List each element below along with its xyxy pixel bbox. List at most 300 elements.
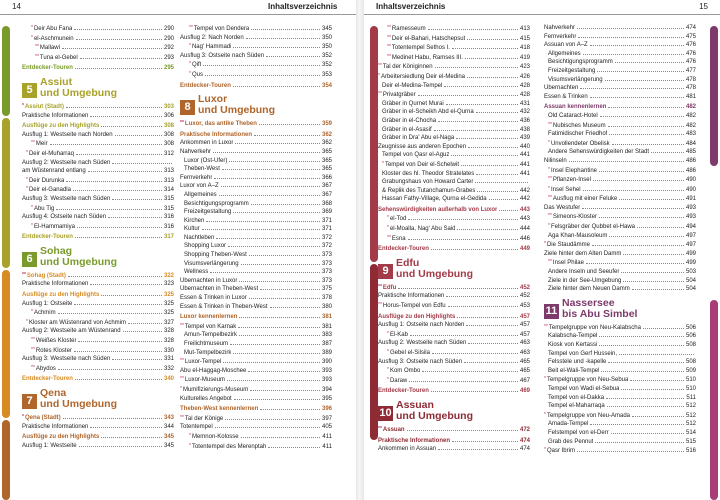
rating-stars: **	[378, 63, 382, 70]
chapter-heading	[22, 388, 174, 410]
toc-page-number: 292	[163, 45, 174, 52]
toc-page-number: 344	[163, 423, 174, 430]
toc-page-number: 481	[685, 93, 696, 100]
toc-entry-title: Theben-West kennenlernen	[180, 406, 259, 413]
toc-entry-title: *El-Hammamiya	[31, 222, 75, 230]
toc-entry	[22, 149, 174, 159]
leader-dots	[112, 195, 162, 200]
chapter-tab-purple	[710, 26, 718, 166]
toc-page-number: 315	[163, 205, 174, 212]
rating-stars: *	[387, 367, 389, 374]
toc-page-number: 352	[321, 62, 332, 69]
toc-entry	[22, 167, 174, 176]
toc-entry	[180, 70, 332, 80]
toc-page-number: 325	[163, 300, 174, 307]
leader-dots	[260, 405, 320, 410]
toc-page-number: 510	[685, 377, 696, 384]
rating-stars: **	[180, 358, 184, 365]
toc-entry-title: Grab des Pennut	[548, 438, 594, 445]
leader-dots	[128, 319, 162, 324]
toc-entry	[22, 364, 174, 374]
toc-entry	[378, 292, 530, 301]
leader-dots	[239, 313, 320, 318]
leader-dots	[475, 178, 528, 183]
leader-dots	[476, 170, 518, 175]
toc-entry-title: *el-Moalla, Nag' Abu Said	[387, 225, 456, 233]
toc-entry-title: Übernachten	[544, 85, 579, 92]
leader-dots	[623, 277, 684, 282]
rating-stars: *	[31, 222, 33, 229]
toc-page-number: 317	[163, 234, 174, 241]
toc-page-number: 389	[321, 349, 332, 356]
leader-dots	[621, 385, 684, 390]
rating-stars: *	[180, 385, 182, 392]
toc-page-number: 313	[163, 177, 174, 184]
leader-dots	[577, 447, 684, 452]
toc-entry-title: Übernachten in Luxor	[180, 277, 238, 284]
toc-entry-title: *Assiut (Stadt)	[22, 102, 64, 110]
toc-entry-title: *Tempel von Deir el-Schelwit	[382, 160, 459, 168]
toc-entry	[180, 217, 332, 226]
chapter-tab-crimson	[370, 26, 378, 262]
chapter-number: 9	[378, 264, 393, 279]
toc-page-number: 387	[321, 341, 332, 347]
rating-stars: *	[548, 223, 550, 230]
chapter-heading	[378, 400, 530, 422]
toc-entry-title: Allgemeines	[184, 191, 217, 198]
leader-dots	[431, 245, 518, 250]
toc-page-number: 367	[321, 191, 332, 198]
toc-page-number: 395	[321, 395, 332, 402]
toc-page-number: 504	[685, 277, 696, 284]
toc-page-number: 476	[685, 42, 696, 49]
toc-tour-entry	[22, 233, 174, 242]
toc-entry-title: Praktische Informationen	[378, 293, 445, 300]
toc-entry-title: Freilichtmuseum	[184, 341, 229, 347]
toc-entry-title: Nahverkehr	[180, 148, 212, 155]
toc-entry-title: Entdecker-Touren	[22, 376, 73, 383]
toc-page-number: 504	[685, 286, 696, 293]
toc-entry	[180, 340, 332, 349]
rating-stars: *	[387, 225, 389, 232]
rating-stars: *	[387, 349, 389, 355]
toc-page-number: 444	[519, 226, 530, 233]
leader-dots	[202, 225, 320, 230]
toc-page-number: 343	[163, 415, 174, 421]
rating-stars: *	[544, 411, 546, 418]
leader-dots	[619, 350, 694, 355]
toc-entry	[22, 308, 174, 318]
leader-dots	[248, 367, 320, 372]
toc-entry-title: **Abydos	[31, 364, 56, 372]
toc-entry	[180, 414, 332, 424]
leader-dots	[582, 204, 684, 209]
toc-entry	[544, 175, 696, 185]
leader-dots	[233, 208, 320, 213]
toc-entry-title: Nachtleben	[184, 234, 215, 241]
toc-page-number: 441	[519, 170, 530, 177]
toc-entry-title: Allgemeines	[548, 50, 581, 57]
leader-dots	[210, 268, 320, 273]
leader-dots	[219, 191, 320, 196]
toc-entry	[180, 375, 332, 385]
toc-entry	[378, 358, 530, 367]
toc-section-heading	[378, 283, 530, 293]
running-head-right	[364, 0, 720, 15]
toc-entry	[180, 395, 332, 404]
leader-dots	[90, 423, 162, 428]
toc-page-number: 476	[685, 50, 696, 57]
toc-section-heading	[378, 437, 530, 446]
toc-tour-entry	[22, 375, 174, 384]
chapter-title	[396, 258, 473, 280]
leader-dots	[251, 200, 320, 205]
leader-dots	[238, 323, 320, 328]
rating-stars: **	[387, 53, 391, 60]
toc-entry-title: *Tempelgruppe von Neu-Amada	[544, 411, 631, 419]
toc-page-number: 354	[321, 82, 332, 89]
chapter-title	[40, 77, 117, 99]
toc-page-number: 308	[163, 123, 174, 130]
toc-entry	[180, 200, 332, 209]
leader-dots	[101, 291, 162, 296]
toc-entry	[22, 195, 174, 204]
toc-page-number: 303	[163, 103, 174, 110]
toc-entry-title: Fernverkehr	[180, 174, 213, 181]
rating-stars: *	[26, 149, 28, 156]
leader-dots	[446, 292, 518, 297]
leader-dots	[609, 130, 684, 135]
leader-dots	[230, 340, 320, 345]
toc-page-number: 352	[321, 52, 332, 59]
leader-dots	[66, 177, 162, 182]
toc-page-number: 467	[519, 377, 530, 384]
toc-entry-title: Grabungshaus von Howard Carter	[382, 179, 474, 186]
chapter-tab-olive	[2, 118, 10, 268]
rating-stars: **	[35, 53, 39, 60]
leader-dots	[600, 112, 684, 117]
toc-entry	[180, 385, 332, 395]
leader-dots	[601, 367, 684, 372]
toc-entry-title: Entdecker-Touren	[180, 82, 231, 89]
toc-entry	[378, 100, 530, 109]
toc-page-number: 485	[685, 149, 696, 156]
toc-page-number: 512	[685, 412, 696, 419]
leader-dots	[78, 337, 162, 342]
toc-entry-title: Praktische Informationen	[22, 281, 89, 288]
leader-dots	[606, 394, 684, 399]
toc-page-number: 477	[685, 67, 696, 74]
toc-entry	[378, 376, 530, 386]
toc-page-number: 478	[685, 85, 696, 92]
toc-page-number: 405	[321, 424, 332, 431]
toc-page-number: 345	[163, 434, 174, 441]
toc-entry-title: *Felsgräber der Qubbet el-Hawa	[548, 223, 635, 231]
toc-entry-title: Old Cataract-Hotel	[548, 112, 598, 119]
leader-dots	[435, 63, 518, 68]
leader-dots	[590, 41, 684, 46]
toc-entry-title: Praktische Informationen	[22, 423, 89, 430]
toc-entry-title: Kiosk von Kertassi	[548, 342, 598, 348]
toc-entry-title: Tempel von Qasr el-Aguz	[382, 152, 450, 159]
toc-entry	[378, 160, 530, 170]
leader-dots	[77, 223, 162, 228]
toc-entry-title: am Wüstenrand entlang	[22, 168, 86, 175]
toc-entry	[544, 139, 696, 149]
rating-stars: **	[180, 414, 184, 421]
toc-entry-title: Essen & Trinken in Theben-West	[180, 303, 268, 310]
toc-entry-title: *Deir el-Muharraq	[26, 149, 74, 157]
leader-dots	[615, 58, 684, 63]
leader-dots	[611, 429, 684, 434]
toc-entry-title: **Luxor-Tempel	[180, 358, 222, 366]
page-number-right: 15	[699, 2, 708, 11]
toc-entry	[180, 285, 332, 294]
toc-page-number: 512	[685, 421, 696, 428]
toc-page-number: 306	[163, 112, 174, 119]
toc-entry	[22, 327, 174, 336]
leader-dots	[56, 205, 162, 210]
toc-entry-title: Felsstele und -kapelle	[548, 359, 607, 366]
leader-dots	[203, 61, 320, 66]
leader-dots	[112, 355, 162, 360]
toc-entry	[378, 143, 530, 152]
rating-stars: **	[548, 195, 552, 202]
toc-section-heading	[378, 313, 530, 322]
leader-dots	[223, 358, 320, 363]
leader-dots	[431, 387, 518, 392]
toc-entry-title: **Meir	[31, 140, 48, 148]
toc-entry	[22, 34, 174, 44]
right-page	[364, 0, 720, 500]
toc-entry-title: Beit el-Wali-Tempel	[548, 367, 600, 374]
toc-page-number: 415	[519, 35, 530, 42]
toc-entry-title: Tempel von Gerf Hussein,	[548, 350, 618, 357]
leader-dots	[250, 386, 320, 391]
rating-stars: **	[544, 323, 548, 330]
leader-dots	[457, 225, 518, 230]
toc-entry	[22, 112, 174, 121]
rating-stars: *	[387, 215, 389, 222]
toc-page-number: 446	[519, 235, 530, 242]
toc-page-number: 442	[519, 187, 530, 194]
toc-entry-title: Entdecker-Touren	[22, 234, 73, 241]
toc-page-number: 345	[321, 26, 332, 32]
leader-dots	[456, 134, 518, 139]
toc-entry	[544, 121, 696, 131]
toc-entry-title: Gräber in el-Scheikh Abd el-Qurna	[382, 109, 474, 116]
toc-entry-title: Luxor (Ost-Ufer)	[184, 157, 228, 164]
toc-page-number: 443	[519, 216, 530, 223]
chapter-heading	[180, 94, 332, 116]
toc-entry-title: Abu el-Haggag-Moschee	[180, 367, 247, 374]
toc-page-number: 394	[321, 386, 332, 393]
leader-dots	[74, 347, 162, 352]
toc-entry	[22, 185, 174, 195]
toc-entry-title: Ziele hinter dem Alten Damm	[544, 250, 622, 257]
toc-page-number: 314	[163, 187, 174, 194]
toc-entry-title: Ausflug 3: Westseite nach Süden	[22, 356, 111, 363]
toc-entry	[22, 139, 174, 149]
leader-dots	[448, 302, 518, 307]
toc-entry-title: Ausflüge zu den Highlights	[22, 434, 100, 441]
toc-section-heading	[180, 405, 332, 414]
toc-tour-entry	[378, 387, 530, 396]
toc-page-number: 362	[321, 140, 332, 147]
toc-entry	[378, 214, 530, 224]
toc-entry	[22, 318, 174, 328]
toc-entry-title: Ausflüge zu den Highlights	[22, 292, 100, 299]
toc-page-number: 378	[321, 295, 332, 302]
toc-page-number: 313	[163, 168, 174, 175]
toc-entry-title: Kultur	[184, 226, 200, 233]
leader-dots	[597, 67, 684, 72]
toc-entry	[22, 336, 174, 346]
leader-dots	[457, 313, 518, 318]
toc-page-number: 440	[519, 143, 530, 150]
rating-stars: *	[26, 186, 28, 193]
toc-column-right-2	[544, 24, 696, 456]
leader-dots	[222, 165, 320, 170]
leader-dots	[75, 233, 162, 238]
leader-dots	[408, 235, 518, 240]
toc-entry-title: Kalabscha-Tempel	[548, 333, 598, 340]
toc-page-number: 372	[321, 243, 332, 250]
toc-section-heading	[22, 291, 174, 300]
chapter-title	[198, 94, 275, 116]
toc-entry-title: *Qus	[189, 70, 203, 78]
toc-entry	[544, 258, 696, 268]
chapter-title	[40, 246, 117, 268]
toc-entry	[378, 72, 530, 82]
toc-tour-entry	[180, 82, 332, 91]
toc-entry	[22, 442, 174, 451]
leader-dots	[239, 277, 320, 282]
toc-page-number: 474	[685, 25, 696, 31]
toc-entry-title: *Insel Elephantine	[548, 166, 597, 174]
toc-page-number: 478	[685, 76, 696, 83]
toc-entry	[22, 213, 174, 222]
toc-column-left-2	[180, 24, 332, 451]
toc-page-number: 463	[519, 340, 530, 347]
leader-dots	[432, 349, 518, 354]
left-page	[0, 0, 356, 500]
leader-dots	[489, 195, 518, 200]
leader-dots	[451, 151, 518, 156]
toc-page-number: 371	[321, 226, 332, 233]
chapter-title-line: und Umgebung	[40, 398, 117, 410]
toc-entry-title: *Totentempel des Merenptah	[189, 442, 267, 450]
toc-section-heading	[22, 271, 174, 281]
leader-dots	[75, 64, 162, 69]
toc-entry-title: **Ramesseum	[387, 25, 426, 32]
toc-page-number: 411	[322, 433, 332, 440]
leader-dots	[79, 442, 162, 447]
leader-dots	[599, 332, 684, 337]
toc-entry	[22, 159, 174, 168]
leader-dots	[108, 213, 162, 218]
toc-entry-title: *el-Tod	[387, 215, 407, 223]
leader-dots	[465, 54, 518, 59]
toc-entry	[544, 277, 696, 286]
toc-entry-title: **Assuan	[378, 425, 405, 433]
leader-dots	[90, 280, 162, 285]
leader-dots	[270, 303, 320, 308]
toc-page-number: 431	[519, 100, 530, 107]
toc-entry-title: **Sohag (Stadt)	[22, 271, 66, 279]
toc-entry-title: *Insel Sehel	[548, 185, 581, 193]
leader-dots	[468, 143, 518, 148]
toc-page-number: 295	[163, 65, 174, 72]
toc-entry	[544, 323, 696, 333]
rating-stars: *	[387, 330, 389, 337]
toc-page-number: 514	[685, 429, 696, 436]
toc-page-number: 449	[519, 246, 530, 253]
toc-entry	[180, 303, 332, 312]
leader-dots	[50, 140, 162, 145]
toc-page-number: 328	[163, 338, 174, 345]
toc-page-number: 441	[519, 152, 530, 159]
toc-entry-title: Ausflug 3: Westseite nach Süden	[22, 195, 111, 202]
toc-entry	[180, 139, 332, 148]
toc-entry-title: **Tuna el-Gebel	[35, 53, 78, 61]
leader-dots	[467, 35, 518, 40]
toc-entry	[22, 355, 174, 364]
toc-entry	[180, 268, 332, 277]
toc-page-number: 383	[321, 332, 332, 339]
toc-entry-title: Nilinseln	[544, 157, 567, 164]
toc-page-number: 442	[519, 196, 530, 203]
chapter-tab-orange	[2, 270, 10, 418]
toc-page-number: 350	[321, 34, 332, 41]
toc-entry	[180, 182, 332, 191]
toc-page-number: 411	[322, 443, 332, 450]
leader-dots	[577, 24, 684, 29]
toc-entry	[180, 225, 332, 234]
toc-page-number: 362	[321, 131, 332, 138]
leader-dots	[249, 251, 320, 256]
toc-entry-title: **Simeons-Kloster	[548, 213, 597, 221]
toc-page-number: 308	[163, 141, 174, 148]
toc-page-number: 350	[321, 44, 332, 51]
leader-dots	[75, 375, 162, 380]
chapter-title-line: bis Abu Simbel	[562, 307, 638, 320]
rating-stars: **	[548, 176, 552, 183]
toc-entry-title: Ausflug 2: Nach Norden	[180, 34, 244, 41]
toc-page-number: 381	[321, 323, 332, 330]
toc-page-number: 373	[321, 252, 332, 259]
toc-page-number: 353	[321, 71, 332, 78]
toc-page-number: 482	[685, 122, 696, 129]
leader-dots	[623, 250, 684, 255]
toc-entry-title: *Mumifizierungs-Museum	[180, 385, 249, 393]
toc-entry	[378, 24, 530, 34]
running-head-left	[0, 0, 356, 15]
rating-stars: **	[31, 364, 35, 371]
leader-dots	[612, 140, 684, 145]
toc-entry-title: Shopping Luxor	[184, 243, 227, 250]
rating-stars: *	[548, 139, 550, 146]
leader-dots	[464, 358, 518, 363]
toc-page-number: 397	[321, 415, 332, 422]
leader-dots	[637, 223, 684, 228]
toc-entry-title: *Unvollendeter Obelisk	[548, 139, 610, 147]
toc-page-number: 506	[685, 324, 696, 331]
leader-dots	[408, 215, 518, 220]
chapter-title-line: Luxor	[198, 93, 228, 106]
page-number-left: 14	[12, 2, 21, 11]
toc-column-left-1	[22, 24, 174, 450]
